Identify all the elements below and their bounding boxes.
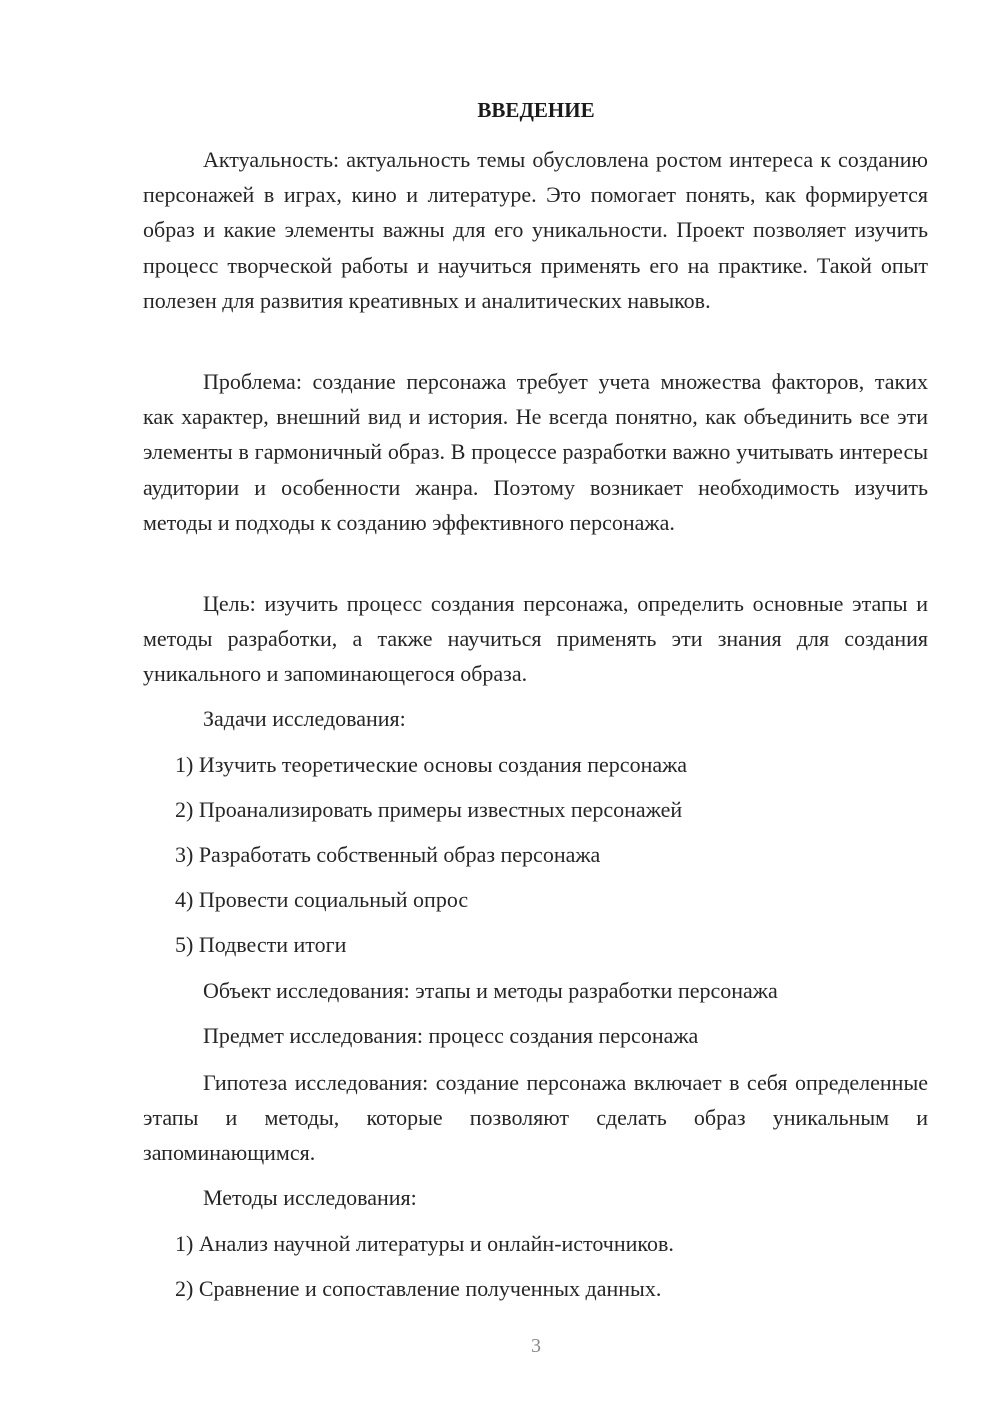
object-line: Объект исследования: этапы и методы разработки персонажа (203, 978, 778, 1003)
task-item-4: 4) Провести социальный опрос (175, 887, 469, 912)
problem-paragraph: Проблема: создание персонажа требует учета множества факторов, таких как характер, внешний вид и история. Не всегда понятно, как объединить все эти элементы в гармоничный образ. В процессе разработки важно учитывать интересы аудитории и особенности жанра. Поэтому возникает необходимость изучить методы и подходы к созданию эффективного персонажа. (143, 369, 928, 535)
task-item-2: 2) Проанализировать примеры известных персонажей (175, 797, 683, 822)
subject-line: Предмет исследования: процесс создания персонажа (203, 1023, 699, 1048)
tasks-heading: Задачи исследования: (203, 706, 406, 731)
task-item-1: 1) Изучить теоретические основы создания персонажа (175, 752, 688, 777)
task-item-3: 3) Разработать собственный образ персонажа (175, 842, 601, 867)
page-title: ВВЕДЕНИЕ (477, 98, 595, 122)
task-item-5: 5) Подвести итоги (175, 932, 347, 957)
methods-heading: Методы исследования: (203, 1185, 417, 1210)
method-item-1: 1) Анализ научной литературы и онлайн-источников. (175, 1231, 674, 1256)
method-item-2: 2) Сравнение и сопоставление полученных данных. (175, 1276, 662, 1301)
page-number: 3 (531, 1335, 541, 1357)
relevance-paragraph: Актуальность: актуальность темы обусловлена ростом интереса к созданию персонажей в играх, кино и литературе. Это помогает понять, как формируется образ и какие элементы важны для его уникальности. Проект позволяет изучить процесс творческой работы и научиться применять его на практике. Такой опыт полезен для развития креативных и аналитических навыков. (143, 147, 928, 313)
goal-paragraph: Цель: изучить процесс создания персонажа, определить основные этапы и методы разработки, а также научиться применять эти знания для создания уникального и запоминающегося образа. (143, 591, 928, 687)
hypothesis-paragraph: Гипотеза исследования: создание персонажа включает в себя определенные этапы и методы, которые позволяют сделать образ уникальным и запоминающимся. (143, 1070, 928, 1166)
